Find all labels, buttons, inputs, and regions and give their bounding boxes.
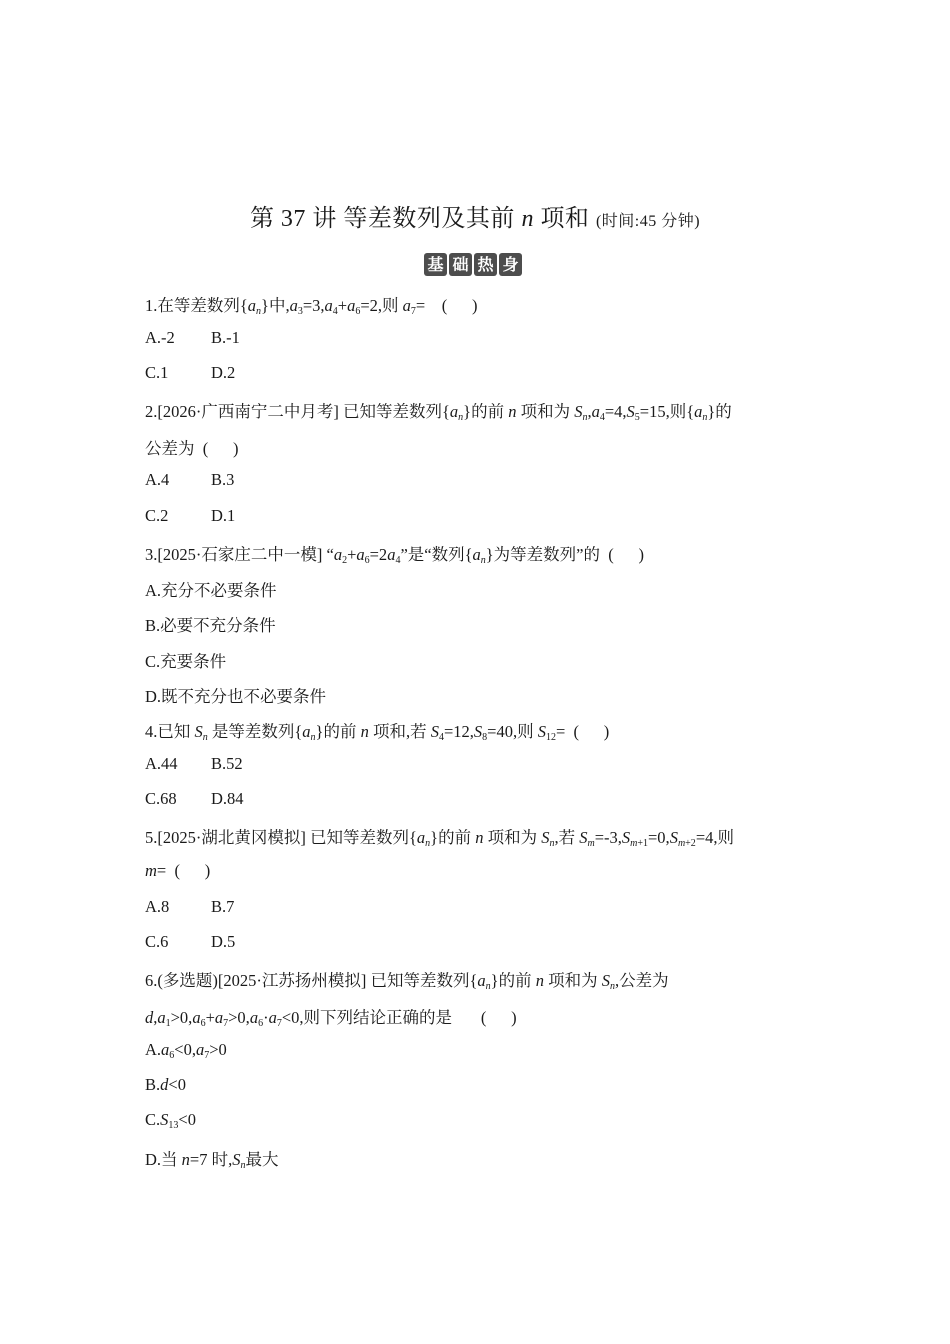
text: + <box>337 296 348 315</box>
text: 最大 <box>245 1150 279 1169</box>
text: >0, <box>228 1008 250 1027</box>
question-1-options-row-2 <box>145 363 235 383</box>
answer-bracket: ( ) <box>202 439 239 458</box>
question-5-options-row-1 <box>145 897 234 917</box>
text: =4,则 <box>695 828 734 847</box>
answer-bracket: ( ) <box>480 1008 517 1027</box>
text: }的前 <box>463 402 505 421</box>
text: ,若 <box>554 828 576 847</box>
question-6-stem-line-2: $d,a_1>0,a_6+a_7>0,a_6\cdot a_7<0$,则下列结论正确的是 ( ) <box>145 1008 517 1029</box>
question-6-option-d: D.当 n=7 时$,S_n$最大 <box>145 1150 279 1171</box>
question-2-stem-line-2 <box>145 435 239 459</box>
text: , <box>587 402 592 421</box>
text: C. <box>145 1110 161 1129</box>
title-prefix: 第 37 讲 等差数列及其前 <box>249 206 515 232</box>
text: <0 <box>168 1075 186 1094</box>
text: 3.[2025·石家庄二中一模] “ <box>145 545 334 564</box>
text: <0 <box>178 1110 196 1129</box>
question-6-stem: 6.(多选题)[2025·江苏扬州模拟] 已知等差数列$\{a_n\}$的前 n 项和为 $S_n$,公差为 <box>145 971 669 992</box>
text: }为等差数列”的 <box>485 545 601 564</box>
text: 5.[2025·湖北黄冈模拟] 已知等差数列{ <box>145 828 417 847</box>
answer-bracket: ( ) <box>174 861 211 880</box>
question-2-options-row-1 <box>145 470 234 490</box>
text: ”是“数列{ <box>400 545 473 564</box>
question-6-option-c: $C.S_{13}<0$ <box>145 1110 196 1131</box>
text: 项和为 <box>487 828 538 847</box>
section-badge <box>424 253 522 276</box>
question-6-option-b: B.d<0 <box>145 1075 186 1094</box>
text: 4.已知 <box>145 722 191 741</box>
option-a: A.-2 <box>145 328 175 347</box>
time-note: (时间:45 分钟) <box>595 213 701 230</box>
question-4-options-row-1 <box>145 754 243 774</box>
question-2-stem: 2.[2026·广西南宁二中月考] 已知等差数列$\{a_n\}$的前 n 项和为 $S_n,a_4=4,S_5=15$,则$\{a_n\}$的 <box>145 402 732 423</box>
text: }的 <box>707 402 732 421</box>
option-c: C.6 <box>145 932 169 951</box>
text: >0, <box>170 1008 193 1027</box>
text: + <box>347 545 357 564</box>
text: }的前 <box>315 722 357 741</box>
option-d: D.84 <box>211 789 244 808</box>
question-6-option-a: $A.a_6<0,a_7>0$ <box>145 1040 227 1061</box>
text: = <box>156 861 167 880</box>
text: }的前 <box>430 828 472 847</box>
text: <0,则下列结论正确的是 <box>281 1008 452 1027</box>
text: 公差为 <box>145 439 195 458</box>
answer-bracket: ( ) <box>573 722 610 741</box>
badge-char: 身 <box>499 253 522 276</box>
text: = <box>555 722 566 741</box>
text: <0, <box>174 1040 196 1059</box>
text: =-3, <box>594 828 622 847</box>
question-5-options-row-2 <box>145 932 235 952</box>
text: , <box>153 1008 158 1027</box>
text: =0, <box>648 828 670 847</box>
text: 项和为 <box>548 971 598 990</box>
text: =7 时, <box>189 1150 233 1169</box>
text: + <box>205 1008 215 1027</box>
text: =12, <box>443 722 474 741</box>
text: = <box>415 296 426 315</box>
text: =4, <box>604 402 627 421</box>
text: }的前 <box>490 971 532 990</box>
text: ,公差为 <box>614 971 669 990</box>
text: }中, <box>261 296 290 315</box>
option-d: D.5 <box>211 932 236 951</box>
question-3-option-d: D.既不充分也不必要条件 <box>145 687 327 706</box>
option-c: C.2 <box>145 506 169 525</box>
text: D.当 <box>145 1150 178 1169</box>
option-b: B.7 <box>211 897 235 916</box>
badge-char: 热 <box>474 253 497 276</box>
question-1-options-row-1 <box>145 328 240 348</box>
page-title <box>0 198 950 233</box>
answer-bracket: ( ) <box>441 296 478 315</box>
badge-char: 础 <box>449 253 472 276</box>
text: =2,则 <box>360 296 399 315</box>
text: =15,则{ <box>639 402 695 421</box>
option-a: A.44 <box>145 754 178 773</box>
text: 6.(多选题)[2025·江苏扬州模拟] 已知等差数列{ <box>145 971 478 990</box>
question-3-stem: 3.[2025·石家庄二中一模] “$a_2+a_6=2a_4$”是“数列$\{a_n\}$为等差数列”的 ( ) <box>145 545 645 566</box>
option-c: C.1 <box>145 363 169 382</box>
question-2-options-row-2 <box>145 506 235 526</box>
text: 1.在等差数列{ <box>145 296 248 315</box>
title-suffix: 项和 <box>540 206 590 232</box>
question-3-option-c: C.充要条件 <box>145 652 227 671</box>
answer-bracket: ( ) <box>608 545 645 564</box>
text: 是等差数列{ <box>211 722 303 741</box>
text: A. <box>145 1040 162 1059</box>
question-3-option-b: B.必要不充分条件 <box>145 616 276 635</box>
question-3-option-a: A.充分不必要条件 <box>145 581 277 600</box>
badge-char: 基 <box>424 253 447 276</box>
text: =40,则 <box>487 722 534 741</box>
text: B. <box>145 1075 161 1094</box>
option-d: D.1 <box>211 506 236 525</box>
question-1-stem: 1.在等差数列$\{a_n\}$中$,a_3=3,a_4+a_6=2$,则 $a_7=$ ( ) <box>145 296 478 317</box>
option-d: D.2 <box>211 363 236 382</box>
option-c: C.68 <box>145 789 177 808</box>
title-variable: n <box>521 206 534 232</box>
text: 2.[2026·广西南宁二中月考] 已知等差数列{ <box>145 402 450 421</box>
question-5-stem: 5.[2025·湖北黄冈模拟] 已知等差数列$\{a_n\}$的前 n 项和为 $S_n$,若 $S_m=-3,S_{m+1}=0,S_{m+2}=4$,则 <box>145 828 734 849</box>
option-a: A.4 <box>145 470 170 489</box>
text: =3, <box>302 296 325 315</box>
question-4-options-row-2 <box>145 789 244 809</box>
question-4-stem: 4.已知 $S_n$ 是等差数列$\{a_n\}$的前 n 项和,若 $S_4=12,S_8=40$,则 $S_{12}=$ ( ) <box>145 722 610 743</box>
text: 项和为 <box>520 402 571 421</box>
text: =2 <box>369 545 388 564</box>
option-b: B.52 <box>211 754 243 773</box>
text: >0 <box>209 1040 227 1059</box>
question-5-stem-line-2: m= ( ) <box>145 861 211 880</box>
option-b: B.-1 <box>211 328 240 347</box>
text: · <box>263 1008 269 1027</box>
option-a: A.8 <box>145 897 170 916</box>
option-b: B.3 <box>211 470 235 489</box>
text: 项和,若 <box>372 722 427 741</box>
